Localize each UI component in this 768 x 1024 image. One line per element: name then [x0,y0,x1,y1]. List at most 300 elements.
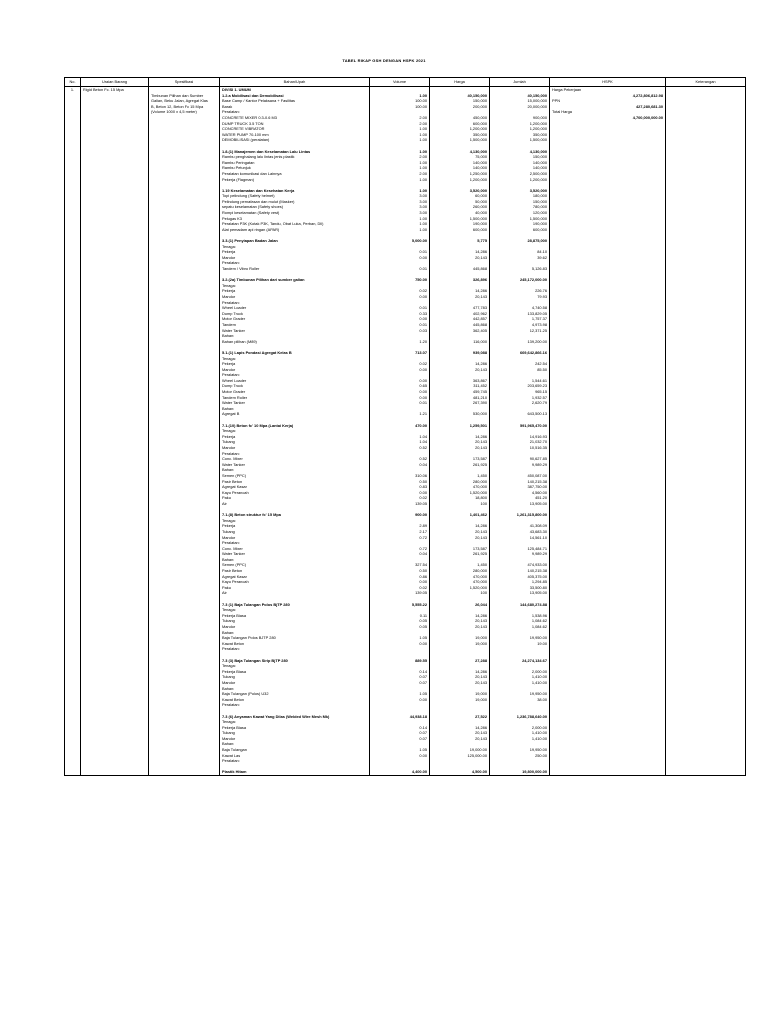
harga-cell: 150,000 [430,98,490,104]
harga-cell: 27,288 [430,658,490,664]
volume-cell: 0.00 [370,255,430,261]
harga-cell: 140,000 [430,165,490,171]
harga-cell: 19,000 [430,635,490,641]
bahan-upah-cell: 5.1.(1) Lapis Pondasi Agregat Kelas B [220,350,370,356]
harga-cell: 20,143 [430,618,490,624]
bahan-upah-cell: Wheel Loader [220,378,370,384]
bahan-upah-cell: Bahan: [220,557,370,563]
jumlah-cell: 2,620.79 [490,400,550,406]
uraian-cell [81,769,149,775]
bahan-upah-cell: Bahan: [220,741,370,747]
bahan-upah-cell: Peralatan: [220,540,370,546]
jumlah-cell: 4,130,000 [490,149,550,155]
jumlah-cell: 4,973.98 [490,322,550,328]
bahan-upah-cell: Mandor [220,680,370,686]
jumlah-cell: 43,683.30 [490,529,550,535]
harga-cell: 40,150,000 [430,93,490,99]
volume-cell: 750.00 [370,277,430,283]
jumlah-cell: 140,215.38 [490,568,550,574]
harga-cell: 14,286 [430,523,490,529]
harga-cell: 20,143 [430,535,490,541]
harga-cell: 459,745 [430,389,490,395]
bahan-upah-cell: Air [220,501,370,507]
bahan-upah-cell: DIVISI 1. UMUM [220,87,370,93]
harga-cell: 5,775 [430,238,490,244]
volume-cell: 0.83 [370,484,430,490]
volume-cell: 2.00 [370,154,430,160]
bahan-upah-cell: Tenaga: [220,244,370,250]
bahan-upah-cell: Agregat B [220,411,370,417]
jumlah-cell: 14,916.93 [490,434,550,440]
bahan-upah-cell: Semen (PPC) [220,473,370,479]
document-title: TABEL RIKAP GSH DENGAN HSPK 2021 [342,58,426,63]
volume-cell: 139.05 [370,501,430,507]
bahan-upah-cell: Tenaga: [220,518,370,524]
harga-cell: 350,000 [430,132,490,138]
bahan-upah-cell: Peralatan: [220,451,370,457]
volume-cell: 713.07 [370,350,430,356]
jumlah-cell: 41,308.09 [490,523,550,529]
jumlah-cell: 350,000 [490,132,550,138]
harga-cell: 1,401,462 [430,512,490,518]
volume-cell: 0.01 [370,400,430,406]
harga-cell: 20,143 [430,294,490,300]
volume-cell: 1.00 [370,221,430,227]
jumlah-cell: 1,294.85 [490,579,550,585]
harga-cell: 14,286 [430,361,490,367]
harga-cell: 1,450 [430,562,490,568]
volume-cell: 0.72 [370,535,430,541]
harga-cell: 200,000 [430,104,490,110]
jumlah-cell: 965.15 [490,389,550,395]
bahan-upah-cell: Tukang [220,439,370,445]
bahan-upah-cell: Topi pelindung (Safety helmet) [220,193,370,199]
harga-cell: 14,286 [430,288,490,294]
volume-cell: 1.00 [370,227,430,233]
volume-cell: 0.00 [370,753,430,759]
bahan-upah-cell: Pelindung pernafasan dan mulut (Masker) [220,199,370,205]
volume-cell: 1.21 [370,411,430,417]
volume-cell: 0.00 [370,395,430,401]
harga-cell: 75,000 [430,154,490,160]
bahan-upah-cell: Mandor [220,535,370,541]
harga-cell: 20,143 [430,730,490,736]
bahan-upah-cell: Pekerja [220,523,370,529]
volume-cell: 0.50 [370,479,430,485]
header-uraian: Uraian Barang [81,78,149,87]
harga-cell: 442,857 [430,316,490,322]
bahan-upah-cell: Bahan: [220,467,370,473]
jumlah-cell: 474,933.00 [490,562,550,568]
harga-cell: 125,000.00 [430,753,490,759]
bahan-upah-cell: CONCRETE VIBRATOR [220,126,370,132]
bahan-upah-cell: Tukang [220,529,370,535]
harga-cell: 20,143 [430,529,490,535]
bahan-upah-cell: 7.3 (6) Anyaman Kawat Yang Dilas (Welded Wire Mesh Mk) [220,714,370,720]
bahan-upah-cell: Tenaga: [220,607,370,613]
volume-cell: 900.00 [370,512,430,518]
volume-cell: 1.05 [370,691,430,697]
volume-cell: 0.04 [370,462,430,468]
jumlah-cell: 1,544.61 [490,378,550,384]
harga-cell: 26,044 [430,602,490,608]
volume-cell: 1.00 [370,137,430,143]
volume-cell: 0.01 [370,305,430,311]
harga-cell: 530,000 [430,411,490,417]
bahan-upah-cell: Rambu penghalang lalu lintas jenis plastik [220,154,370,160]
bahan-upah-cell: Mandor [220,367,370,373]
bahan-upah-cell: Bahan pilihan (M89) [220,339,370,345]
harga-cell: 260,000 [430,204,490,210]
bahan-upah-cell: Conc. Mixer [220,456,370,462]
volume-cell: 0.52 [370,445,430,451]
volume-cell: 0.01 [370,322,430,328]
harga-cell: 20,143 [430,255,490,261]
jumlah-cell: 10,516.35 [490,445,550,451]
harga-cell: 20,143 [430,736,490,742]
volume-cell: 139.05 [370,590,430,596]
volume-cell: 0.00 [370,697,430,703]
bahan-upah-cell: 1.19 Keselamatan dan Kesehatan Kerja [220,188,370,194]
bahan-upah-cell: Kawat Beton [220,697,370,703]
volume-cell: 1.00 [370,216,430,222]
jumlah-cell: 1,538.96 [490,613,550,619]
volume-cell: 1.04 [370,434,430,440]
jumlah-cell: 38.00 [490,697,550,703]
harga-cell: 311,452 [430,383,490,389]
harga-cell: 4,500.00 [430,769,490,775]
volume-cell: 100.00 [370,104,430,110]
volume-cell: 0.00 [370,389,430,395]
jumlah-cell: 40,150,000 [490,93,550,99]
table-header-row [65,78,746,87]
hspk-label: Total Harga [552,109,572,115]
harga-cell: 100 [430,501,490,507]
volume-cell: 1.04 [370,439,430,445]
harga-cell: 1,500,000 [430,137,490,143]
jumlah-cell: 4,740.58 [490,305,550,311]
jumlah-cell: 1,500,000 [490,216,550,222]
bahan-upah-cell: Conc. Mixer [220,546,370,552]
header-bahan-upah: Bahan/Upah [220,78,370,87]
volume-cell: 3.00 [370,193,430,199]
bahan-upah-cell: sepatu keselamatan (Safety shoes) [220,204,370,210]
harga-cell: 445,868 [430,266,490,272]
harga-cell: 280,000 [430,568,490,574]
bahan-upah-cell: Barak [220,104,370,110]
jumlah-cell: 120,000 [490,210,550,216]
bahan-upah-cell: 3.2.(2a) Timbunan Pilihan dari sumber galian [220,277,370,283]
bahan-upah-cell: Agregat Kasar [220,574,370,580]
volume-cell: 0.00 [370,490,430,496]
volume-cell: 0.33 [370,311,430,317]
bahan-upah-cell: Tenaga: [220,719,370,725]
harga-cell: 267,390 [430,400,490,406]
bahan-upah-cell: Mandor [220,294,370,300]
header-volume: Volume [370,78,430,87]
header-keterangan: Keterangan [666,78,746,87]
harga-cell: 477,783 [430,305,490,311]
harga-cell: 1,500,000 [430,216,490,222]
bahan-upah-cell: 3.3.(1) Penyiapan Badan Jalan [220,238,370,244]
bahan-upah-cell: DUMP TRUCK 3.5 TON [220,121,370,127]
jumlah-cell: 13,905.00 [490,590,550,596]
jumlah-cell: 133,829.05 [490,311,550,317]
bahan-upah-cell: 7.3 (1) Baja Tulangan Polos BjTP 280 [220,602,370,608]
jumlah-cell: 1,084.62 [490,618,550,624]
no-cell: 1. [65,87,81,93]
jumlah-cell: 643,500.13 [490,411,550,417]
harga-cell: 1,200,000 [430,177,490,183]
bahan-upah-cell: Baja Tulangan Polos BJTP 280 [220,635,370,641]
jumlah-cell: 19,950.00 [490,691,550,697]
harga-cell: 14,286 [430,613,490,619]
volume-cell: 0.14 [370,725,430,731]
jumlah-cell: 245,172,000.00 [490,277,550,283]
hspk-label: Harga Pekerjaan [552,87,582,92]
bahan-upah-cell: Mandor [220,445,370,451]
bahan-upah-cell: Kayu Perancah [220,579,370,585]
spesifikasi-cell [149,769,220,775]
bahan-upah-cell: Tandem / Vibro Roller [220,266,370,272]
jumlah-cell: 1,757.37 [490,316,550,322]
bahan-upah-cell: Bahan: [220,686,370,692]
harga-cell: 470,000 [430,579,490,585]
bahan-upah-cell: Peralatan komunikasi dan Lainnya [220,171,370,177]
volume-cell: 1.00 [370,132,430,138]
harga-cell: 14,286 [430,725,490,731]
volume-cell: 1.00 [370,126,430,132]
jumlah-cell: 19,800,000.00 [490,769,550,775]
jumlah-cell: 139,200.00 [490,339,550,345]
bahan-upah-cell: Peralatan: [220,260,370,266]
volume-cell: 0.00 [370,378,430,384]
bahan-upah-cell: Wheel Loader [220,305,370,311]
harga-cell: 116,000 [430,339,490,345]
bahan-upah-cell: Water Tanker [220,462,370,468]
jumlah-cell: 900,000 [490,115,550,121]
bahan-upah-cell: Peralatan: [220,300,370,306]
bahan-upah-cell: Pekerja [220,288,370,294]
volume-cell: 5,000.00 [370,238,430,244]
hspk-value: 427,280,681.30 [635,103,663,109]
volume-cell: 1.00 [370,149,430,155]
jumlah-cell: 20,000,000 [490,104,550,110]
bahan-upah-cell: Peralatan: [220,702,370,708]
volume-cell: 0.01 [370,249,430,255]
harga-cell: 1,200,000 [430,126,490,132]
harga-cell: 50,000 [430,199,490,205]
volume-cell: 0.01 [370,266,430,272]
bahan-upah-cell: Pelugas K3 [220,216,370,222]
harga-cell: 60,000 [430,193,490,199]
bahan-upah-cell: Tandem Roller [220,395,370,401]
volume-cell: 0.65 [370,383,430,389]
harga-cell: 481,210 [430,395,490,401]
jumlah-cell: 669,642,866.16 [490,350,550,356]
jumlah-cell: 9,989.29 [490,551,550,557]
bahan-upah-cell: 1.2.a Mobilisasi dan Demobilisasi [220,93,370,99]
bahan-upah-cell: Semen (PPC) [220,562,370,568]
harga-cell: 445,868 [430,322,490,328]
jumlah-cell: 19,950.00 [490,635,550,641]
jumlah-cell: 125,484.71 [490,546,550,552]
bahan-upah-cell: Plastik Hitam [220,769,370,775]
harga-cell: 1,520,000 [430,490,490,496]
bahan-upah-cell: Kawat Las [220,753,370,759]
jumlah-cell: 1,084.62 [490,624,550,630]
volume-cell: 2.00 [370,171,430,177]
volume-cell: 1.00 [370,188,430,194]
harga-cell: 14,286 [430,669,490,675]
harga-cell: 1,250,000 [430,171,490,177]
bahan-upah-cell: Tukang [220,730,370,736]
bahan-upah-cell: Water Tanker [220,400,370,406]
volume-cell: 2.17 [370,529,430,535]
header-jumlah: Jumlah [490,78,550,87]
volume-cell: 0.03 [370,328,430,334]
bahan-upah-cell: Pekerja [220,249,370,255]
bahan-upah-cell: Mandor [220,624,370,630]
volume-cell: 0.04 [370,551,430,557]
jumlah-cell: 15,000,000 [490,98,550,104]
harga-cell: 20,143 [430,624,490,630]
keterangan-cell [666,769,746,775]
header-spesifikasi: Spesifikasi [149,78,220,87]
bahan-upah-cell: Rambu Petunjuk [220,165,370,171]
harga-cell: 3,520,000 [430,188,490,194]
jumlah-cell: 12,371.25 [490,328,550,334]
volume-cell: 0.07 [370,674,430,680]
jumlah-cell: 28,875,000 [490,238,550,244]
jumlah-cell: 450,087.00 [490,473,550,479]
jumlah-cell: 1,410.00 [490,674,550,680]
harga-cell: 19,000.00 [430,747,490,753]
rekap-table [64,77,746,776]
bahan-upah-cell: 1.8.(1) Manajemen dan Keselamatan Lalu Lintas [220,149,370,155]
jumlah-cell: 387,750.00 [490,484,550,490]
bahan-upah-cell: Baja Tulangan (Polos) U32 [220,691,370,697]
volume-cell: 0.05 [370,624,430,630]
bahan-upah-cell: Peralatan: [220,646,370,652]
harga-cell: 261,925 [430,551,490,557]
jumlah-cell: 144,680,274.88 [490,602,550,608]
bahan-upah-cell: Dump Truck [220,383,370,389]
volume-cell: 0.05 [370,618,430,624]
bahan-upah-cell: DEMOBILISASI (peralatan) [220,137,370,143]
volume-cell: 0.00 [370,294,430,300]
jumlah-cell: 4,560.00 [490,490,550,496]
jumlah-cell: 1,410.00 [490,730,550,736]
bahan-upah-cell: Tenaga: [220,356,370,362]
bahan-upah-cell: Rompi keselamatan (Safety vest) [220,210,370,216]
volume-cell: 0.02 [370,585,430,591]
volume-cell: 44,938.18 [370,714,430,720]
jumlah-cell: 9,989.29 [490,462,550,468]
volume-cell: 2.00 [370,115,430,121]
volume-cell: 327.54 [370,562,430,568]
harga-cell: 14,286 [430,434,490,440]
bahan-upah-cell: Pekerja Biasa [220,725,370,731]
header-no: No. [65,78,81,87]
bahan-upah-cell: Pekerja Biasa [220,669,370,675]
bahan-upah-cell: WATER PUMP 70-100 mm [220,132,370,138]
bahan-upah-cell: Water Tanker [220,551,370,557]
jumlah-cell: 140,215.38 [490,479,550,485]
bahan-upah-cell: Rambu Peringatan [220,160,370,166]
bahan-upah-cell: Pekerja (Flagman) [220,177,370,183]
harga-cell: 600,000 [430,121,490,127]
volume-cell: 0.11 [370,613,430,619]
hspk-value: 4,700,000,000.00 [632,114,663,120]
volume-cell: 1.00 [370,177,430,183]
jumlah-cell: 2,000.00 [490,725,550,731]
harga-cell: 261,925 [430,462,490,468]
jumlah-cell: 180,000 [490,193,550,199]
jumlah-cell: 21,032.70 [490,439,550,445]
bahan-upah-cell: Pekerja [220,434,370,440]
section-row [65,769,746,775]
volume-cell: 0.02 [370,495,430,501]
bahan-upah-cell: Baja Tulangan [220,747,370,753]
jumlah-cell: 79.93 [490,294,550,300]
spesifikasi-cell: (Volume 1000 x 4,5 meter) [149,109,220,115]
jumlah-cell: 600,000 [490,227,550,233]
bahan-upah-cell: Tenaga: [220,663,370,669]
volume-cell: 1.05 [370,635,430,641]
jumlah-cell: 14,561.10 [490,535,550,541]
bahan-upah-cell: Kawat Beton [220,641,370,647]
bahan-upah-cell: Peralatan: [220,758,370,764]
no-cell [65,769,81,775]
jumlah-cell: 1,500,000 [490,137,550,143]
jumlah-cell: 150,000 [490,154,550,160]
header-hspk: HSPK [550,78,666,87]
table-body [65,87,746,776]
volume-cell: 0.50 [370,568,430,574]
spesifikasi-cell: Timbunan Pilihan dan Sumber [149,93,220,99]
harga-cell: 19,000 [430,691,490,697]
harga-cell: 19,000 [430,641,490,647]
volume-cell: 889.55 [370,658,430,664]
spesifikasi-cell: B, Beton 12, Beton Fc 15 Mpa [149,104,220,110]
jumlah-cell: 203,659.23 [490,383,550,389]
bahan-upah-cell: 7.3 (3) Baja Tulangan Sirip BjTP 280 [220,658,370,664]
jumlah-cell: 85.50 [490,367,550,373]
bahan-upah-cell: Pasir Beton [220,568,370,574]
volume-cell: 100.00 [370,98,430,104]
volume-cell: 3.00 [370,199,430,205]
jumlah-cell: 242.54 [490,361,550,367]
volume-cell: 0.00 [370,579,430,585]
volume-cell: 0.14 [370,669,430,675]
bahan-upah-cell: Peralatan: [220,109,370,115]
jumlah-cell: 5,126.83 [490,266,550,272]
jumlah-cell: 39.62 [490,255,550,261]
harga-cell: 402,962 [430,311,490,317]
jumlah-cell: 1,200,000 [490,121,550,127]
jumlah-cell: 250.00 [490,753,550,759]
harga-cell: 27,522 [430,714,490,720]
hspk-value: 4,272,806,812.98 [632,92,663,98]
volume-cell: 0.52 [370,456,430,462]
harga-cell: 939,088 [430,350,490,356]
jumlah-cell: 1,200,000 [490,126,550,132]
harga-cell: 173,587 [430,456,490,462]
bahan-upah-cell: Agregat Kasar [220,484,370,490]
bahan-upah-cell: Pekerja [220,361,370,367]
harga-cell: 1,259,501 [430,423,490,429]
